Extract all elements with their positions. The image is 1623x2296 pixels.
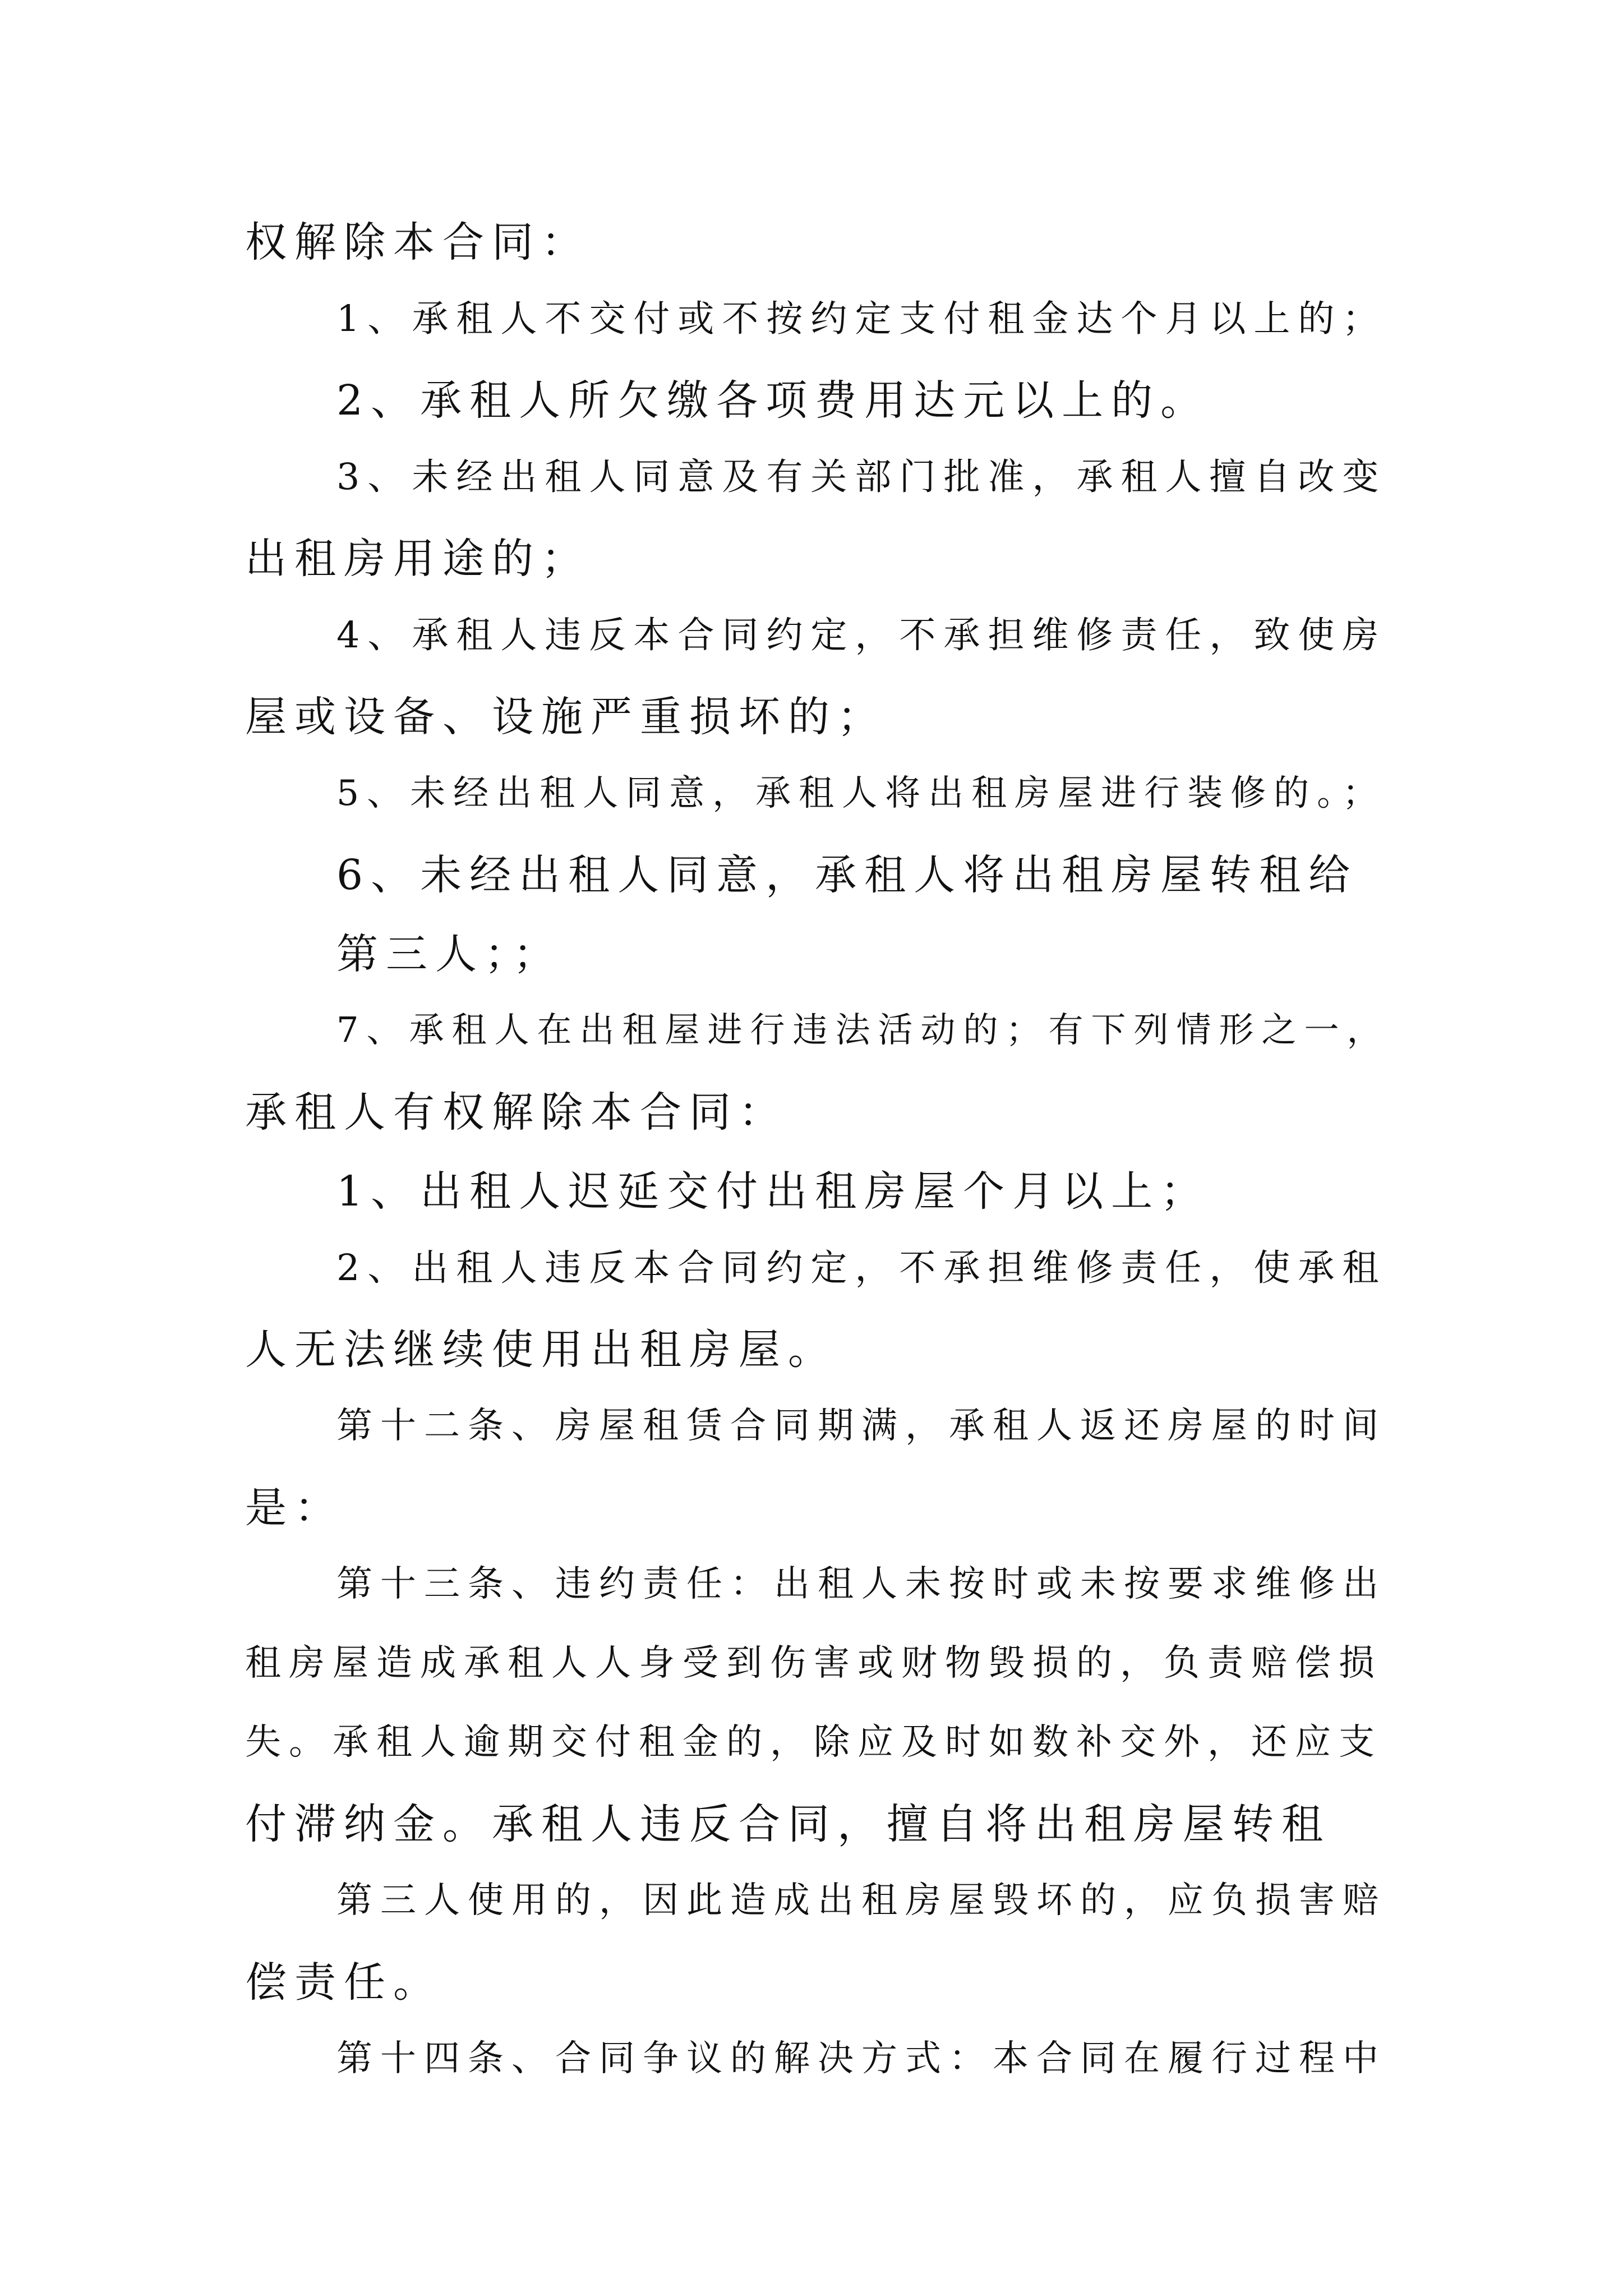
text-line: 承租人有权解除本合同： — [245, 1088, 788, 1137]
text-line: 是： — [245, 1484, 344, 1532]
text-line: 1、承租人不交付或不按约定支付租金达个月以上的； — [336, 298, 1387, 340]
text-line: 第三人；； — [336, 930, 562, 978]
text-line: 第十四条、合同争议的解决方式：本合同在履行过程中 — [336, 2038, 1386, 2079]
text-line: 2、承租人所欠缴各项费用达元以上的。 — [336, 376, 1210, 425]
text-line: 人无法继续使用出租房屋。 — [245, 1326, 837, 1374]
text-line: 2、出租人违反本合同约定，不承担维修责任，使承租 — [336, 1247, 1387, 1289]
text-line: 付滞纳金。承租人违反合同，擅自将出租房屋转租 — [245, 1800, 1331, 1848]
text-line: 租房屋造成承租人人身受到伤害或财物毁损的，负责赔偿损 — [245, 1642, 1382, 1684]
text-line: 失。承租人逾期交付租金的，除应及时如数补交外，还应支 — [245, 1722, 1382, 1763]
text-line: 第十二条、房屋租赁合同期满，承租人返还房屋的时间 — [336, 1405, 1386, 1447]
text-line: 偿责任。 — [245, 1958, 442, 2007]
text-line: 出租房用途的； — [245, 535, 591, 583]
text-line: 5、未经出租人同意，承租人将出租房屋进行装修的。； — [336, 772, 1386, 813]
text-line: 3、未经出租人同意及有关部门批准，承租人擅自改变 — [336, 456, 1387, 498]
text-line: 第十三条、违约责任：出租人未按时或未按要求维修出 — [336, 1563, 1386, 1605]
text-line: 6、未经出租人同意，承租人将出租房屋转租给 — [336, 851, 1358, 899]
text-line: 第三人使用的，因此造成出租房屋毁坏的，应负损害赔 — [336, 1880, 1386, 1921]
text-line: 屋或设备、设施严重损坏的； — [245, 693, 887, 741]
text-line: 权解除本合同： — [245, 218, 591, 266]
text-line: 7、承租人在出租屋进行违法活动的；有下列情形之一， — [336, 1009, 1390, 1050]
text-line: 4、承租人违反本合同约定，不承担维修责任，致使房 — [336, 614, 1387, 656]
text-line: 1、出租人迟延交付出租房屋个月以上； — [336, 1167, 1210, 1216]
